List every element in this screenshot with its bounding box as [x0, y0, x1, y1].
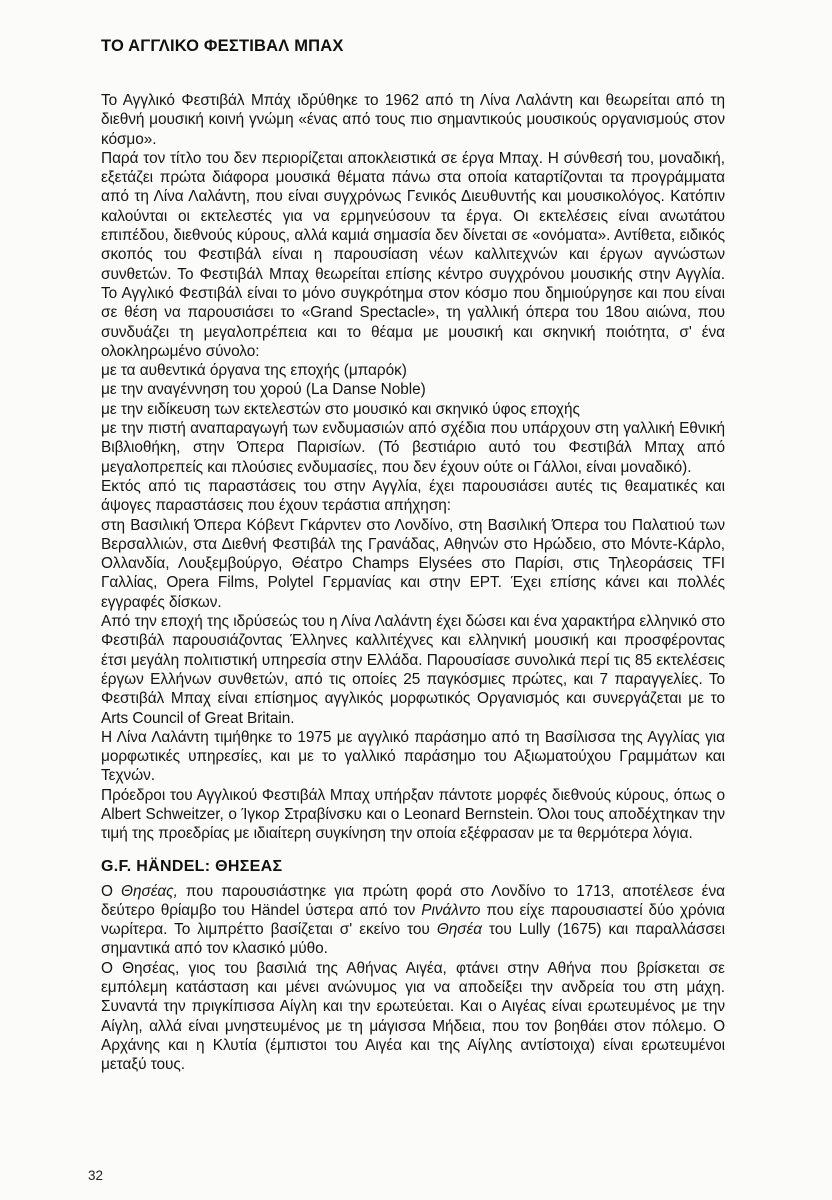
list-item: με την αναγέννηση του χορού (La Danse Noble)	[101, 381, 426, 399]
paragraph	[101, 882, 725, 959]
list-item: με τα αυθεντικά όργανα της εποχής (μπαρόκ)	[101, 362, 407, 380]
page-content	[101, 34, 725, 1075]
italic-title: Ρινάλντο	[421, 901, 481, 919]
list-item: με την ειδίκευση των εκτελεστών στο μουσικό και σκηνικό ύφος εποχής	[101, 400, 580, 418]
section-title-bach-festival: ΤΟ ΑΓΓΛΙΚΟ ΦΕΣΤΙΒΑΛ ΜΠΑΧ	[101, 37, 344, 55]
paragraph: Η Λίνα Λαλάντη τιμήθηκε το 1975 με αγγλικό παράσημο από τη Βασίλισσα της Αγγλίας για μορφωτικές υπηρεσίες, και με το γαλλικό παράσημο του Αξιωματούχου Γραμμάτων και Τεχνών.	[101, 728, 725, 785]
section-body-bach-festival	[101, 91, 725, 844]
text-run: Ο	[101, 882, 122, 900]
paragraph: Παρά τον τίτλο του δεν περιορίζεται αποκλειστικά σε έργα Μπαχ. Η σύνθεσή του, μοναδική, εξετάζει πρώτα διάφορα μουσικά θέματα πάνω στα οποία καταρτίζονται τα προγράμματα από τη Λίνα Λαλάντη, που είναι συγχρόνως Γενικός Διευθυντής και μουσικολόγος. Κατόπιν καλούνται οι εκτελεστές για να ερμηνεύσουν τα έργα. Οι εκτελέσεις είναι ανωτάτου επιπέδου, διεθνούς κύρους, αλλά καμιά σημασία δεν δίνεται σε «ονόματα». Αντίθετα, ειδικός σκοπός του Φεστιβάλ είναι η παρουσίαση νέων καλλιτεχνών και έργων αγνώστων συνθετών. Το Φεστιβάλ Μπαχ θεωρείται επίσης κέντρο συγχρόνου μουσικής στην Αγγλία. Το Αγγλικό Φεστιβάλ είναι το μόνο συγκρότημα στον κόσμο που δημιούργησε και που είναι σε θέση να παρουσιάσει το «Grand Spectacle», τη γαλλική όπερα του 18ου αιώνα, που συνδυάζει τη μεγαλοπρέπεια και το θέαμα με μουσική και σκηνική ποιότητα, σ' ένα ολοκληρωμένο σύνολο:	[101, 149, 725, 360]
paragraph: Ο Θησέας, γιος του βασιλιά της Αθήνας Αιγέα, φτάνει στην Αθήνα που βρίσκεται σε εμπόλεμη κατάσταση και μένει ανώνυμος για να αποδείξει την ανδρεία του στη μάχη. Συναντά την πριγκίπισσα Αίγλη και την ερωτεύεται. Και ο Αιγέας είναι ερωτευμένος με την Αίγλη, αλλά είναι μνηστευμένος με τη μάγισσα Μήδεια, που τον βοηθάει στον πόλεμο. Ο Αρχάνης και η Κλυτία (έμπιστοι του Αιγέα και της Αίγλης αντίστοιχα) είναι ερωτευμένοι μεταξύ τους.	[101, 959, 725, 1074]
paragraph: Το Αγγλικό Φεστιβάλ Μπάχ ιδρύθηκε το 1962 από τη Λίνα Λαλάντη και θεωρείται από τη διεθνή μουσική κοινή γνώμη «ένας από τους πιο σημαντικούς μουσικούς οργανισμούς στον κόσμο».	[101, 92, 725, 148]
section-title-handel-theseus: G.F. HÄNDEL: ΘΗΣΕΑΣ	[101, 857, 283, 875]
text-run: που είχε παρουσιαστεί δύο χρόνια νωρίτερα. Το λιμπρέττο βασίζεται σ' εκείνο του	[101, 901, 726, 939]
italic-title: Θησέας,	[121, 882, 178, 900]
section-body-handel-theseus	[101, 882, 725, 1075]
list-item: με την πιστή αναπαραγωγή των ενδυμασιών από σχέδια που υπάρχουν στη γαλλική Εθνική Βιβλιοθήκη, στην Όπερα Παρισίων. (Τό βεστιάριο αυτό του Φεστιβάλ Μπαχ από μεγαλοπρεπείς και πλούσιες ενδυμασίες, που δεν έχουν ούτε οι Γάλλοι, είναι μοναδικό).	[101, 420, 725, 476]
paragraph: στη Βασιλική Όπερα Κόβεντ Γκάρντεν στο Λονδίνο, στη Βασιλική Όπερα του Παλατιού των Βερσαλλιών, στα Διεθνή Φεστιβάλ της Γρανάδας, Αθηνών στο Ηρώδειο, στο Μόντε-Κάρλο, Ολλανδία, Λουξεμβούργο, Θέατρο Champs Elysées στο Παρίσι, στις Τηλεοράσεις TFI Γαλλίας, Opera Films, Polytel Γερμανίας και στην ΕΡΤ. Έχει επίσης κάνει και πολλές εγγραφές δίσκων.	[101, 516, 725, 611]
paragraph: Από την εποχή της ιδρύσεώς του η Λίνα Λαλάντη έχει δώσει και ένα χαρακτήρα ελληνικό στο Φεστιβάλ παρουσιάζοντας Έλληνες καλλιτέχνες και ελληνική μουσική και προσφέροντας έτσι μεγάλη πολιτιστική υπηρεσία στην Ελλάδα. Παρουσίασε συνολικά περί τις 85 εκτελέσεις έργων Ελλήνων συνθετών, από τις οποίες 25 παγκόσμιες πρώτες, και 7 παραγγελίες. Το Φεστιβάλ Μπαχ είναι επίσημος αγγλικός μορφωτικός Οργανισμός και συνεργάζεται με το Arts Council of Great Britain.	[101, 613, 725, 727]
paragraph: Πρόεδροι του Αγγλικού Φεστιβάλ Μπαχ υπήρξαν πάντοτε μορφές διεθνούς κύρους, όπως ο Albert Schweitzer, ο Ίγκορ Στραβίνσκυ και ο Leonard Bernstein. Όλοι τους αποδέχτηκαν την τιμή της προεδρίας με ιδιαίτερη συγκίνηση την οποία εξέφρασαν με τα θερμότερα λόγια.	[101, 786, 725, 843]
text-run: που παρουσιάστηκε για πρώτη φορά στο Λονδίνο το 1713, αποτέλεσε ένα δεύτερο θρίαμβο του Händel ύστερα από τον	[101, 882, 725, 919]
text-run: του Lully (1675) και παραλλάσσει σημαντικά από τον κλασικό μύθο.	[101, 921, 725, 958]
paragraph: Εκτός από τις παραστάσεις του στην Αγγλία, έχει παρουσιάσει αυτές τις θεαματικές και άψογες παραστάσεις που έχουν τεράστια απήχηση:	[101, 477, 725, 515]
italic-title: Θησέα	[436, 921, 482, 939]
page-number: 32	[88, 1168, 104, 1183]
